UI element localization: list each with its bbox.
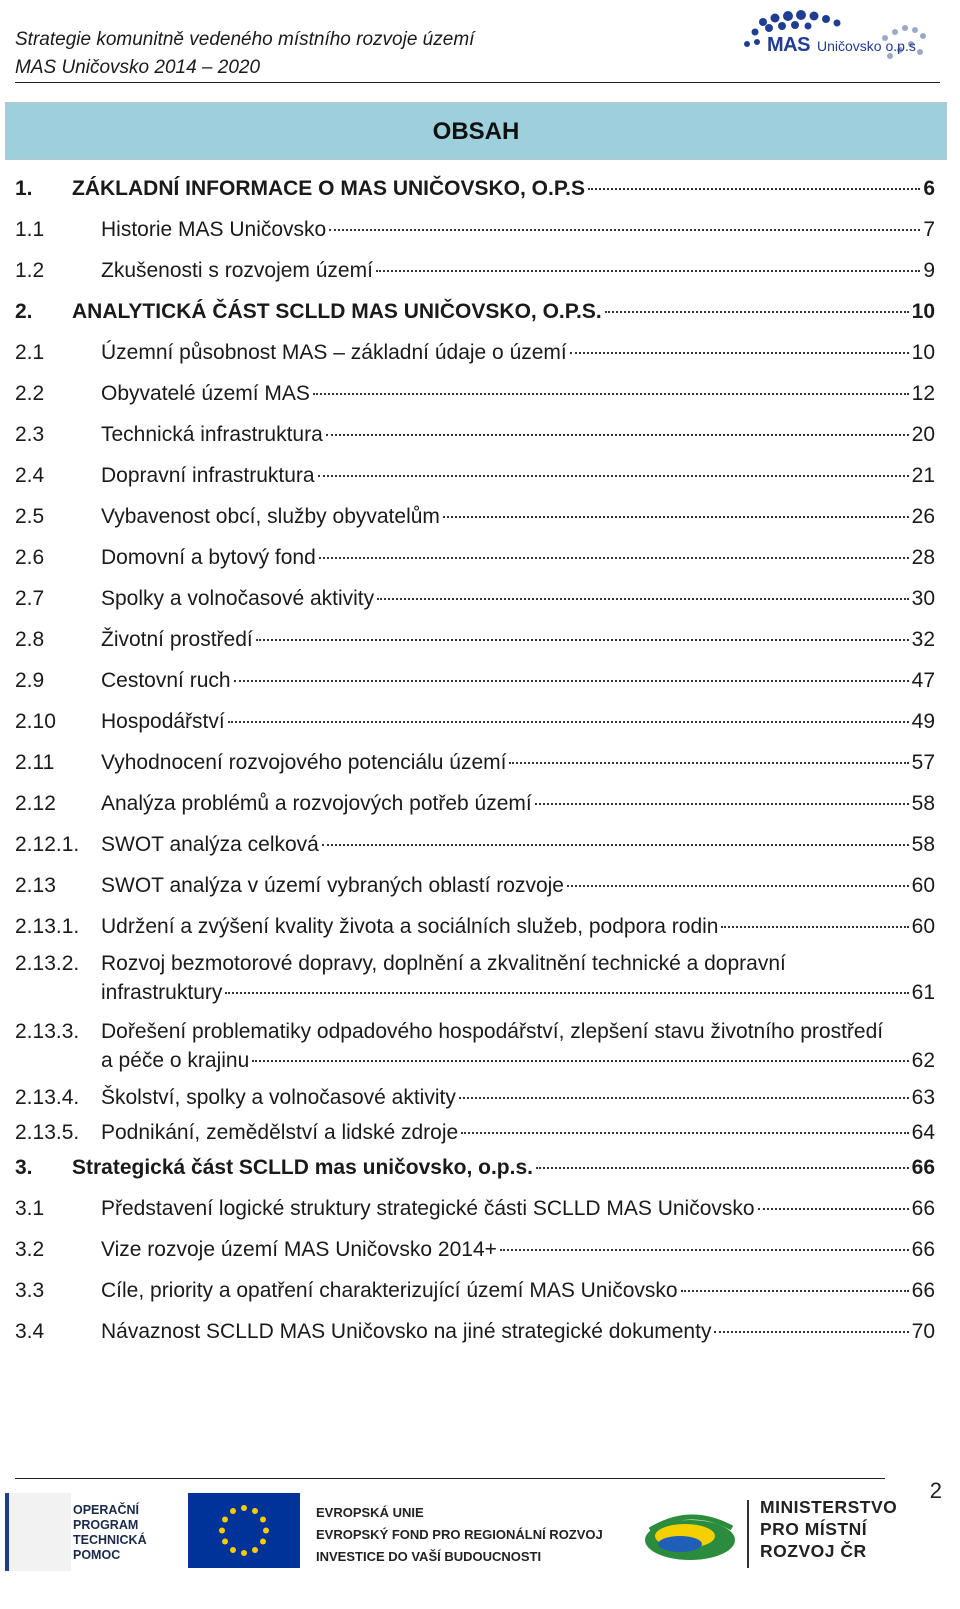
toc-entry-page: 10: [911, 341, 935, 364]
toc-entry-page: 28: [911, 546, 935, 569]
toc-entry-title: Rozvoj bezmotorové dopravy, doplnění a zkvalitnění technické a dopravní: [101, 952, 786, 975]
toc-dot-leader: [461, 1132, 908, 1134]
toc-entry[interactable]: [15, 1196, 935, 1221]
header-line-2: MAS Uničovsko 2014 – 2020: [15, 57, 261, 78]
toc-entry-page: 66: [911, 1197, 935, 1220]
toc-entry-page: 63: [911, 1086, 935, 1109]
mmr-line-3: ROZVOJ ČR: [760, 1541, 867, 1561]
toc-dot-leader: [605, 311, 909, 313]
toc-entry-number: 2.13.1.: [15, 915, 80, 938]
toc-entry-title: ANALYTICKÁ ČÁST SCLLD MAS UNIČOVSKO, O.P.S.: [72, 300, 602, 323]
toc-entry[interactable]: [15, 340, 935, 365]
toc-entry-title: Představení logické struktury strategické části SCLLD MAS Uničovsko: [101, 1197, 755, 1220]
toc-entry-number: 2.13: [15, 874, 56, 897]
toc-entry-page: 66: [911, 1156, 935, 1179]
toc-entry-page: 30: [911, 587, 935, 610]
toc-entry[interactable]: [15, 504, 935, 529]
toc-entry-title: Obyvatelé území MAS: [101, 382, 310, 405]
toc-dot-leader: [714, 1331, 908, 1333]
toc-dot-leader: [443, 516, 909, 518]
toc-entry[interactable]: [15, 873, 935, 898]
mas-unicovsko-logo: [735, 8, 940, 74]
toc-dot-leader: [256, 639, 909, 641]
toc-dot-leader: [721, 926, 908, 928]
mmr-line-2: PRO MÍSTNÍ: [760, 1519, 868, 1539]
toc-entry-title: Vybavenost obcí, služby obyvatelům: [101, 505, 440, 528]
op-line-4: POMOC: [73, 1548, 121, 1562]
toc-entry-title: Dopravní infrastruktura: [101, 464, 315, 487]
toc-entry-number: 2.1: [15, 341, 45, 364]
toc-dot-leader: [758, 1208, 909, 1210]
toc-entry-page: 64: [911, 1121, 935, 1144]
toc-entry[interactable]: [15, 1155, 935, 1180]
toc-entry-number: 2.6: [15, 546, 45, 569]
toc-entry-number: 3.1: [15, 1197, 45, 1220]
toc-entry[interactable]: [15, 791, 935, 816]
toc-entry-page: 61: [911, 981, 935, 1004]
toc-title: OBSAH: [432, 118, 520, 145]
toc-title-band: [5, 102, 947, 160]
toc-entry-title: Cestovní ruch: [101, 669, 231, 692]
toc-entry-number: 2.4: [15, 464, 45, 487]
toc-entry[interactable]: [15, 1319, 935, 1344]
toc-entry-title: Návaznost SCLLD MAS Uničovsko na jiné strategické dokumenty: [101, 1320, 712, 1343]
toc-dot-leader: [326, 434, 909, 436]
toc-entry-title: Vize rozvoje území MAS Uničovsko 2014+: [101, 1238, 497, 1261]
toc-entry-page: 47: [911, 669, 935, 692]
toc-entry-title: Cíle, priority a opatření charakterizující území MAS Uničovsko: [101, 1279, 678, 1302]
toc-entry-title: Spolky a volnočasové aktivity: [101, 587, 375, 610]
toc-entry[interactable]: [15, 217, 935, 242]
toc-entry[interactable]: [15, 545, 935, 570]
mmr-separator: [747, 1500, 749, 1568]
toc-dot-leader: [377, 598, 909, 600]
toc-entry[interactable]: [15, 627, 935, 652]
mmr-logo-icon: [640, 1500, 740, 1570]
toc-entry-page: 21: [911, 464, 935, 487]
toc-entry-number: 2.12: [15, 792, 56, 815]
toc-entry-title: Územní působnost MAS – základní údaje o území: [101, 341, 567, 364]
toc-entry-title: Technická infrastruktura: [101, 423, 323, 446]
toc-entry-number: 2.8: [15, 628, 45, 651]
toc-entry[interactable]: [15, 709, 935, 734]
toc-entry-title-continued: a péče o krajinu: [101, 1049, 250, 1072]
toc-entry-title: Školství, spolky a volnočasové aktivity: [101, 1086, 456, 1109]
toc-dot-leader: [225, 992, 908, 994]
toc-entry-title: Podnikání, zemědělství a lidské zdroje: [101, 1121, 459, 1144]
toc-dot-leader: [459, 1097, 909, 1099]
toc-entry-title: ZÁKLADNÍ INFORMACE O MAS UNIČOVSKO, O.P.S: [72, 177, 585, 200]
table-of-contents: [15, 176, 935, 1360]
toc-entry-number: 1.2: [15, 259, 45, 282]
eu-line-3: INVESTICE DO VAŠÍ BUDOUCNOSTI: [316, 1549, 542, 1564]
header-rule: [15, 82, 940, 83]
toc-entry-title: Životní prostředí: [101, 628, 253, 651]
toc-dot-leader: [319, 557, 909, 559]
toc-dot-leader: [681, 1290, 909, 1292]
toc-entry[interactable]: [15, 750, 935, 775]
toc-dot-leader: [228, 721, 909, 723]
toc-dot-leader: [322, 844, 909, 846]
toc-entry[interactable]: [15, 949, 935, 1007]
toc-entry-page: 9: [923, 259, 935, 282]
page-number: 2: [929, 1478, 942, 1503]
toc-entry-page: 70: [911, 1320, 935, 1343]
toc-entry-number: 3.3: [15, 1279, 45, 1302]
toc-entry-title: Analýza problémů a rozvojových potřeb území: [101, 792, 532, 815]
toc-entry-number: 3.2: [15, 1238, 45, 1261]
toc-entry[interactable]: [15, 258, 935, 283]
toc-entry-page: 12: [911, 382, 935, 405]
toc-entry[interactable]: [15, 422, 935, 447]
toc-entry-title: Hospodářství: [101, 710, 225, 733]
toc-entry-title: Dořešení problematiky odpadového hospodářství, zlepšení stavu životního prostředí: [101, 1020, 884, 1043]
op-logo-text: [73, 1503, 147, 1563]
toc-dot-leader: [376, 270, 920, 272]
logo-mas-text: MAS: [767, 34, 810, 56]
toc-entry-title: Zkušenosti s rozvojem území: [101, 259, 373, 282]
toc-entry[interactable]: [15, 914, 935, 939]
toc-entry-page: 32: [911, 628, 935, 651]
toc-dot-leader: [318, 475, 909, 477]
footer-rule: [15, 1478, 885, 1479]
eu-line-1: EVROPSKÁ UNIE: [316, 1505, 424, 1520]
toc-entry-number: 2.12.1.: [15, 833, 80, 856]
toc-entry[interactable]: [15, 1120, 935, 1145]
toc-dot-leader: [234, 680, 909, 682]
toc-entry-page: 6: [923, 177, 935, 200]
toc-dot-leader: [252, 1060, 908, 1062]
mmr-line-1: MINISTERSTVO: [760, 1497, 898, 1517]
toc-entry-number: 3.4: [15, 1320, 45, 1343]
toc-dot-leader: [535, 803, 909, 805]
mmr-text-block: [760, 1496, 897, 1562]
toc-entry-number: 2.9: [15, 669, 45, 692]
toc-entry[interactable]: [15, 1278, 935, 1303]
eu-line-2: EVROPSKÝ FOND PRO REGIONÁLNÍ ROZVOJ: [316, 1527, 603, 1542]
toc-dot-leader: [329, 229, 920, 231]
toc-entry-number: 1.: [15, 177, 33, 200]
toc-entry-title-continued: infrastruktury: [101, 981, 223, 1004]
toc-entry-number: 2.2: [15, 382, 45, 405]
toc-entry-page: 60: [911, 874, 935, 897]
op-line-1: OPERAČNÍ: [73, 1503, 139, 1517]
toc-entry-title: SWOT analýza v území vybraných oblastí rozvoje: [101, 874, 564, 897]
toc-entry-page: 66: [911, 1279, 935, 1302]
toc-entry[interactable]: [15, 832, 935, 857]
toc-entry[interactable]: [15, 176, 935, 201]
toc-entry[interactable]: [15, 381, 935, 406]
toc-dot-leader: [588, 188, 920, 190]
toc-entry-title: Historie MAS Uničovsko: [101, 218, 327, 241]
toc-entry-number: 1.1: [15, 218, 45, 241]
op-logo-mark: [5, 1493, 71, 1571]
toc-entry-number: 2.13.5.: [15, 1121, 80, 1144]
toc-entry-title: SWOT analýza celková: [101, 833, 319, 856]
toc-entry-page: 20: [911, 423, 935, 446]
toc-entry-page: 10: [911, 300, 935, 323]
op-technicka-pomoc-logo: [5, 1493, 183, 1571]
toc-entry-page: 58: [911, 792, 935, 815]
toc-entry-number: 2.5: [15, 505, 45, 528]
toc-dot-leader: [500, 1249, 909, 1251]
op-line-3: TECHNICKÁ: [73, 1533, 147, 1547]
toc-entry-title: Vyhodnocení rozvojového potenciálu území: [101, 751, 507, 774]
toc-dot-leader: [536, 1167, 909, 1169]
toc-entry[interactable]: [15, 586, 935, 611]
toc-entry[interactable]: [15, 668, 935, 693]
toc-dot-leader: [509, 762, 908, 764]
toc-entry-number: 2.11: [15, 751, 55, 774]
eu-flag-icon: [188, 1493, 300, 1568]
toc-entry-page: 60: [911, 915, 935, 938]
toc-entry[interactable]: [15, 1237, 935, 1262]
toc-entry[interactable]: [15, 1085, 935, 1110]
toc-entry-number: 2.13.3.: [15, 1020, 80, 1043]
op-line-2: PROGRAM: [73, 1518, 139, 1532]
toc-dot-leader: [313, 393, 909, 395]
toc-entry-page: 26: [911, 505, 935, 528]
header-line-1: Strategie komunitně vedeného místního rozvoje území: [15, 29, 475, 50]
toc-entry-page: 49: [911, 710, 935, 733]
toc-entry-number: 3.: [15, 1156, 33, 1179]
toc-entry[interactable]: [15, 299, 935, 324]
toc-dot-leader: [567, 885, 909, 887]
toc-entry[interactable]: [15, 463, 935, 488]
logo-name-text: Uničovsko o.p.s: [817, 38, 916, 54]
toc-entry-page: 62: [911, 1049, 935, 1072]
toc-entry-number: 2.: [15, 300, 33, 323]
toc-entry-page: 7: [923, 218, 935, 241]
eu-text-block: [316, 1502, 603, 1568]
toc-entry-number: 2.7: [15, 587, 45, 610]
toc-entry-page: 66: [911, 1238, 935, 1261]
toc-dot-leader: [570, 352, 909, 354]
toc-entry-title: Domovní a bytový fond: [101, 546, 316, 569]
toc-entry-page: 58: [911, 833, 935, 856]
toc-entry-page: 57: [911, 751, 935, 774]
toc-entry-number: 2.10: [15, 710, 56, 733]
toc-entry[interactable]: [15, 1017, 935, 1075]
toc-entry-number: 2.3: [15, 423, 45, 446]
toc-entry-number: 2.13.2.: [15, 952, 80, 975]
toc-entry-number: 2.13.4.: [15, 1086, 80, 1109]
toc-entry-title: Strategická část SCLLD mas uničovsko, o.p.s.: [72, 1156, 533, 1179]
document-header: [15, 26, 474, 82]
toc-entry-title: Udržení a zvýšení kvality života a sociálních služeb, podpora rodin: [101, 915, 719, 938]
